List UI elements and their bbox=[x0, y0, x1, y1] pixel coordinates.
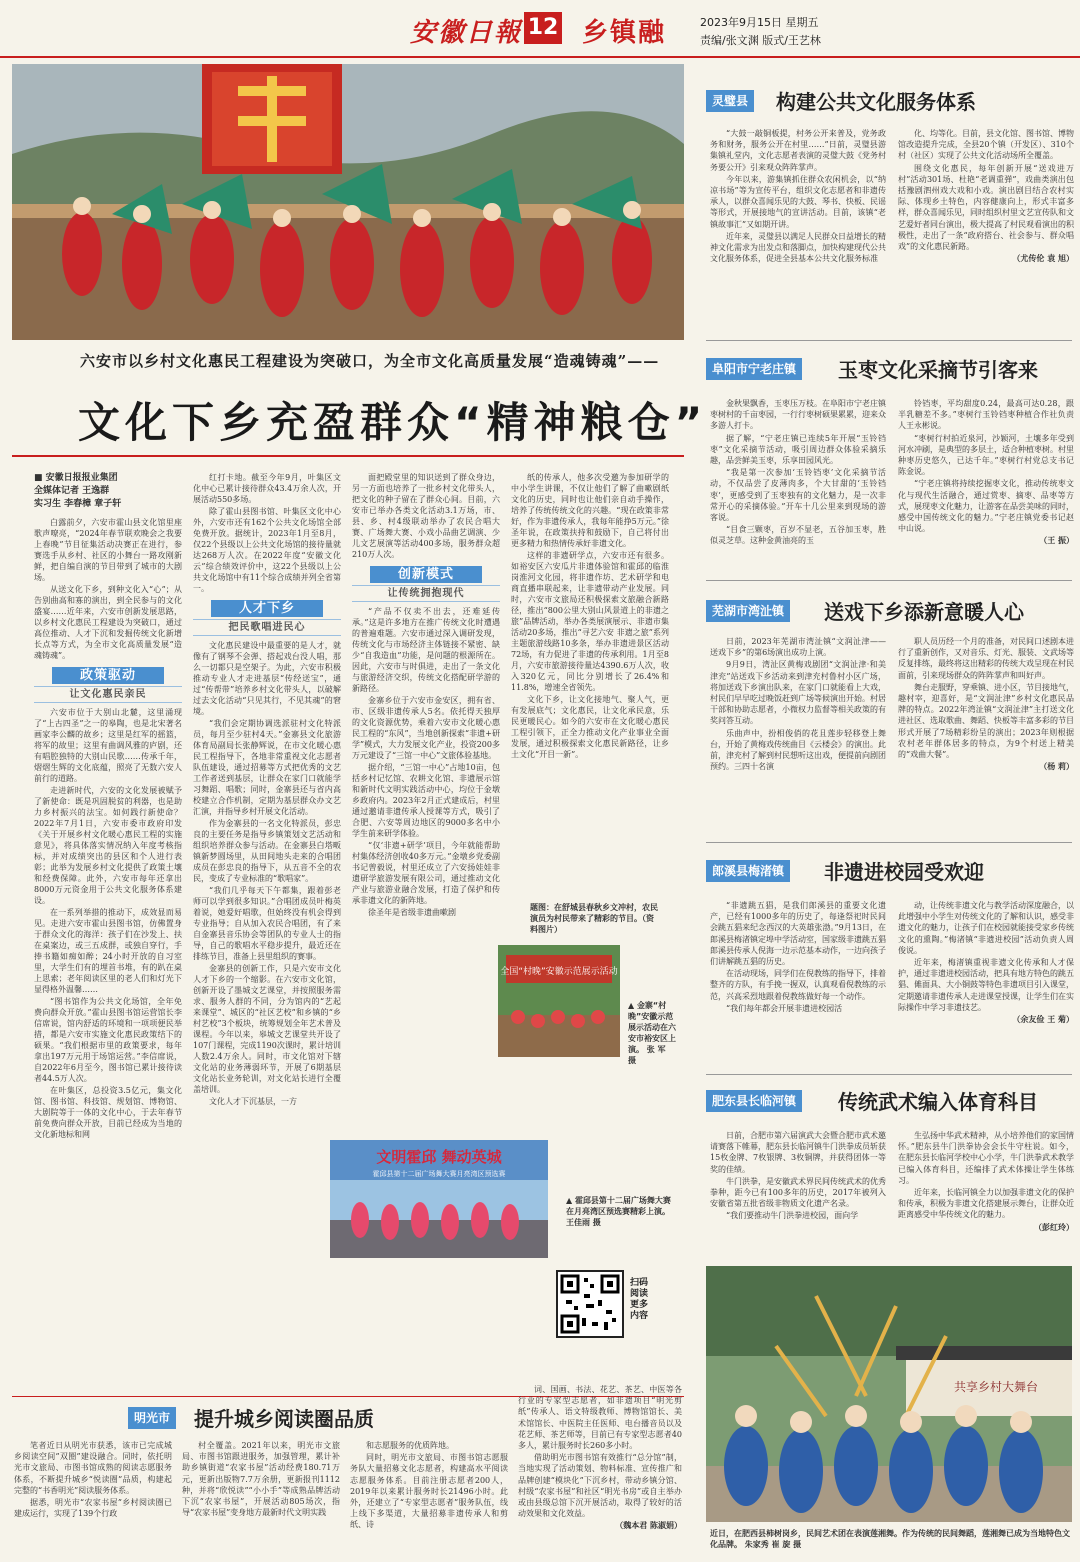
paragraph: 除了霍山县图书馆、叶集区文化中心外，六安市还有162个公共文化场馆全部免费开放。据统计，2023年1月至8月，仅22个县级以上公共文化场馆的接待量就达268万人次。在2022年度“安徽文化云”综合绩效评价中，这22个县级以上公共文化场馆中有11个综合成绩并列全省第一。 bbox=[193, 507, 341, 593]
paragraph: 文化惠民建设中最重要的是人才，就像有了钢琴不会弹、搭起戏台没人唱，那么一切都只是空架子。为此，六安市积极推动专业人才走进基层“传经送宝”，通过“传帮带”培养乡村文化带头人，以破解过去文化活动“只见其行，不见其魂”的窘境。 bbox=[193, 641, 341, 716]
paragraph: 面把殿堂里的知识送到了群众身边，另一方面也培养了一批乡村文化带头人，把文化的种子留在了群众心间。目前，六安市已举办各类文化活动3.1万场，市、县、乡、村4级联动举办了农民合唱大赛、广场舞大赛、小戏小品曲艺调演、少儿文艺展演等活动400多场，服务群众超210万人次。 bbox=[352, 473, 500, 559]
article-title: 提升城乡阅读圈品质 bbox=[194, 1407, 374, 1431]
author-credit: （余友俭 王 菊） bbox=[1012, 1014, 1074, 1025]
village-gala-photo bbox=[498, 945, 620, 1057]
article-ninglaozhuang-col-2: 铃铛枣，平均甜度0.24，最高可达0.28，跟半乳糖差不多。”枣树行玉铃铛枣种植合作社负责人王永彬说。 “枣树行村拍近泉河，沙颖河，土壤多年受到河水冲刷，是典型的多层土，适合种植枣树。村里种枣历史悠久，已达千年。”枣树行村党总支书记陈金说。 “宁老庄镇将持续挖掘枣文化，推动传统枣文化与现代生活融合，通过赏枣、摘枣、品枣等方式，展现枣文化魅力，让游客在品尝美味的同时，感受中国传统文化的魅力。”宁老庄镇党委书记赵中山说。 （王 振） bbox=[898, 399, 1074, 546]
hero-photo bbox=[12, 64, 684, 340]
article-lingbi-col-1: “大鼓一敲铜板提，村务公开来普及，党务政务和财务，服务公开在村里……”日前，灵璧县游集镇礼堂内，文化志愿者表演的灵璧大鼓《党务村务要公开》引来观众阵阵掌声。 今年以来，游集镇抓住群众农闲机会，以“纳凉书场”等为宣传平台，组织文化志愿者和非遗传承人，以群众喜闻乐见的大鼓、琴书、快板、民谣等形式，开展接地气的宣讲活动。目前，该镇“老镇故事汇”又如期开讲。 近年来，灵璧县以满足人民群众日益增长的精神文化需求为出发点和落脚点，加快构建现代公共文化服务体系，促进全县基本公共文化服务标准 bbox=[710, 129, 886, 264]
section-subtitle: 让传统拥抱现代 bbox=[352, 585, 500, 602]
paragraph: “图书馆作为公共文化场馆，全年免费向群众开放。”霍山县图书馆运营馆长李信席说，馆内舒适的环境和一项项便民举措，都是六安市实施文化惠民政策结下的硕果。“我们根据市里的政策要求，每年拿出197万元用于场馆运营。”李信席说，自2022年6月至今，图书馆已累计接待读者44.5万人次。 bbox=[34, 997, 182, 1083]
paragraph: 纸的传承人，他多次受邀为参加研学的中小学生讲课，不仅让他们了解了曲嗽剧纸文化的历史，同时也让他们亲自动手操作，培养了传统传统文化的兴趣。“现在政策非常好，作为非遗传承人，我每年能挣5万元。”徐圣年说，在政策扶持和鼓励下，自己将付出更多精力和热情传承好非遗文化。 bbox=[511, 473, 669, 548]
article-wanzhi-col-1: 日前，2023年芜湖市湾沚镇“文润沚津——送戏下乡”的第6场演出成功上演。 9月9日，湾沚区黄梅戏剧团“文润沚津·和美津充”站送戏下乡活动来到津充村鲁村小区广场，将加送戏下乡演出队来，在家门口就能看上大戏，村民们早早吃过晚饭赶到广场等候演出开始。村居干部和协助志愿者，小微权力监督等相关政策的有奖问答互动。 乐曲声中，扮相俊俏的花且莲步轻移登上舞台，开始了黄梅戏传统曲目《云楼会》的演出。此前，津充村了解到村民想听这出戏，便提前向剧团预约。三四十名演 bbox=[710, 637, 886, 772]
location-tag: 郎溪县梅渚镇 bbox=[706, 860, 790, 882]
article-lingbi-col-2: 化、均等化。目前，县文化馆、图书馆、博物馆改造提升完成，全县20个镇（开发区）、310个村（社区）实现了公共文化活动场所全覆盖。 围绕文化惠民，每年创新开展“送戏进万村”活动301场、杜艳“老调重弹”，戏曲类演出包括豫剧泗州戏大戏和小戏。演出剧目结合农村实际、体现乡土特色，内容健康向上，形式丰富多样，群众喜闻乐见，同时组织村里文艺宣传队和文艺爱好者同台演出，极大提高了村民观看演出的积极性，走出了一条“政府搭台、社会参与、群众唱戏”的文化惠民新路。 （尤传伦 袁 旭） bbox=[898, 129, 1074, 264]
article-header-ninglaozhuang bbox=[706, 354, 1068, 386]
article-title: 送戏下乡添新意暖人心 bbox=[824, 600, 1024, 624]
hero-illustration bbox=[12, 64, 684, 340]
lianxiang-dance-photo bbox=[706, 1266, 1072, 1522]
author-credit: （尤传伦 袁 旭） bbox=[1012, 253, 1074, 264]
location-tag: 芜湖市湾沚镇 bbox=[706, 600, 790, 622]
article-title: 传统武术编入体育科目 bbox=[838, 1090, 1038, 1114]
article-changlinhe-col-1: 日前，合肥市第六届演武大会暨合肥市武术邀请赛落下帷幕，肥东县长临河镇牛门洪拳成员斩获15枚金牌、7枚银牌、3枚铜牌，并获得团体一等奖的佳绩。 牛门洪拳，是安徽武术界民间传统武术的优秀拳种，距今已有100多年的历史，2017年被列入安徽省第五批省级非物质文化遗产名录。 “我们要推动牛门洪拳进校园，面向学 bbox=[710, 1131, 886, 1221]
bottom-col-3: 和志愿服务的优质阵地。 同时，明光市文旅局、市图书馆志愿服务队大量招募文化志愿者，构建高水平阅读志愿服务体系。目前注册志愿者200人，2019年以来累计服务时长21496小时。此外，还建立了“专家型志愿者”服务队伍，线上线下多渠道，大量招募非遗传承人和剪纸、诗 bbox=[350, 1441, 508, 1530]
section-tag-policy: 政策驱动 bbox=[52, 667, 164, 684]
section-tag-innovation: 创新模式 bbox=[370, 566, 482, 583]
page-number: 12 bbox=[524, 12, 562, 44]
article-headline: 文化下乡充盈群众“精神粮仓” bbox=[78, 398, 708, 447]
paragraph: “仅‘非遗+研学’项目，今年就能帮助村集体经济创收40多万元。”金墩乡党委副书记曾毅说，村里还成立了六安扬娃娃非遗研学旅游发展有限公司，通过推动文化产业与旅游业融合发展，打造了保护和传承非遗文化的新阵地。 bbox=[352, 841, 500, 905]
byline: ■ 安徽日报报业集团 全媒体记者 王逸群 实习生 李春樟 章子轩 bbox=[34, 473, 122, 509]
article-meizhu-col-2: 动，让传统非遗文化与教学活动深度融合，以此增强中小学生对传统文化的了解和认识，感受非遗文化的魅力，让孩子们在校园就能接受家乡传统文化的熏陶。”梅渚镇“非遗进校园”活动负责人周俊说。 近年来，梅渚镇重视非遗文化传承和人才保护，通过非遗进校园活动，把具有地方特色的跳五猖、傩面具、大小铜鼓等特色非遗项目引入课堂，定期邀请非遗传承人走进课堂授课，让学生们在实际操作中学习非遗技艺。 （余友俭 王 菊） bbox=[898, 901, 1074, 1025]
article-subhead: 六安市以乡村文化惠民工程建设为突破口，为全市文化高质量发展“造魂铸魂”—— bbox=[80, 352, 660, 370]
paragraph: 在叶集区，总投资3.5亿元，集文化馆、图书馆、科技馆、规划馆、博物馆、大剧院等于一体的文化中心，于去年春节前免费向群众开放，目前已经成为当地的文化新地标和网 bbox=[34, 1086, 182, 1139]
banner-text: 文明霍邱 舞动英城 bbox=[376, 1148, 502, 1166]
author-credit: （彭红玲） bbox=[1034, 1221, 1074, 1232]
paragraph: 文化下乡，让文化接地气、聚人气，更有发展底气；文化惠民，让文化承民意，乐民更暖民心。如今的六安市在文化暖心惠民工程引领下，正全力推动文化产业事业全面发展，通过积极探索文化惠民新路径，让乡土文化“开目一新”。 bbox=[511, 695, 669, 759]
paragraph: 徐圣年是省级非遗曲嗽剧 bbox=[368, 908, 456, 917]
main-column-3 bbox=[352, 472, 500, 919]
bottom-col-1: 笔者近日从明光市获悉，该市已完成城乡阅读空间”双圈”建设融合。同时，依托明光市文旅局、市图书馆成熟的阅读志愿服务体系，不断提升城乡“悦读圈”品质，构建起完整的“书香明光”阅读服务体系。 据悉，明光市“农家书屋”乡村阅读圈已建成运行，实现了139个行政 bbox=[14, 1441, 172, 1519]
location-tag: 肥东县长临河镇 bbox=[706, 1090, 802, 1112]
paragraph: 在一系列举措的推动下，成效显而易见。走进六安市霍山县图书馆，仿佛置身于群众文化的海洋：孩子们在沙发上、扶在桌案边，或三五成群，或独自穿行，手捧书籍如痴如醉；24小时开放的自习室里，大学生们有的埋首书堆，有的趴在桌上思索；老年阅读区里的老人们和灯光下显得格外温馨…… bbox=[34, 908, 182, 994]
article-header-lingbi bbox=[706, 86, 1068, 118]
photo-caption-gala: ▲ 金寨“村晚”安徽示范展示活动在六安市裕安区上演。 张 军 摄 bbox=[628, 1001, 676, 1065]
paragraph: 白露前夕，六安市霍山县文化馆里座歌声嘹亮，“2024年春节联欢晚会之我要上春晚”节目征集活动决赛正在进行，参赛选手从乡村、社区的小舞台一路攻刚新鲜，把自编自演的节目带到了城市的大剧场。 bbox=[34, 518, 182, 582]
bottom-col-4: 词、国画、书法、花艺、茶艺、中医等各行业的专家型志愿者，如非遗项目“明光剪纸”传承人、语文特级教师、博物馆馆长、美术馆馆长、中医院主任医师、电台播音员以及花艺师、茶艺师等，目前已有专家型志愿者40多人，累计服务时长260多小时。 借助明光市图书馆有效推行“总分馆”制，当地实现了活动策划、物料标准、宣传推广和品牌创建“模块化”下沉乡村，带动乡镇分馆、村级“农家书屋”和社区“明光书房”或自主举办或由县级总馆下沉开展活动，取得了较好的活动效果和文化效益。 （魏本君 陈淑娟） bbox=[518, 1385, 682, 1531]
author-credit: （杨 莉） bbox=[1039, 761, 1074, 772]
photo-caption-title: 题图：在舒城县春秋乡文冲村，农民演员为村民带来了精彩的节目。（资料图片） bbox=[530, 903, 658, 934]
masthead bbox=[0, 0, 1080, 58]
article-title: 构建公共文化服务体系 bbox=[776, 90, 976, 114]
paragraph: “产品不仅卖不出去，还难延传承。”这是许多地方在推广传统文化时遭遇的普遍难题。六安市通过深入调研发现，传统文化与市场经济主体链接不紧密、缺少“自我造血”功能，是问题的根源所在。因此，六安市与时俱进，走出了一条文化与旅游经济交织，传统文化搭配研学游的新路径。 bbox=[352, 607, 500, 693]
article-divider bbox=[706, 1074, 1072, 1075]
article-title: 玉枣文化采摘节引客来 bbox=[838, 358, 1038, 382]
article-meizhu-col-1: “非遗跳五猖，是我们郎溪县的重要文化遗产，已经有1000多年的历史了，每逢祭祀时民间会跳五猖来纪念西汉的大英雄张渤。”9月13日，在郎溪县梅渚镇定埠中学活动室，国家级非遗跳五猖郎溪县传承人倪海一边示范基本动作，一边向孩子们讲解跳五猖的历史。 在活动现场，同学们在倪教练的指导下，排着整齐的方队，有手挽一握双，认真观看倪教练的示范，兴高采烈地跟着倪教练做好每一个动作。 “我们每年都会开展非遗进校园活 bbox=[710, 901, 886, 1013]
paragraph: 从送文化下乡，到种文化入“心”；从告别曲高和寡的演出，到全民参与的文化盛宴……近年来，六安市创新发展思路，以乡村文化惠民工程建设为突破口，通过高位推动、人才下沉和发掘传统文化新增长点等方式，为全市文化高质量发展“造魂铸魂”。 bbox=[34, 585, 182, 660]
photo-caption-lianxiang: 近日，在肥西县柿树岗乡，民间艺术团在表演莲湘舞。作为传统的民间舞蹈，莲湘舞已成为当地特色文化品牌。 朱家秀 崔 旋 摄 bbox=[710, 1529, 1070, 1549]
qr-caption: 扫码阅读更多内容 bbox=[630, 1278, 649, 1321]
qr-code[interactable] bbox=[556, 1270, 624, 1338]
article-divider bbox=[706, 842, 1072, 843]
wall-sign-text: 共享乡村大舞台 bbox=[953, 1380, 1039, 1394]
paragraph: 金寨县的创新工作，只是六安市文化人才下乡的一个缩影。在六安市文化馆，创新开设了墨城文艺课堂，并按照服务需求、服务人群的不同，分为馆内的“艺起来课堂”、城区的“社区艺校”和乡镇的“乡村艺校”3个板块，统筹规划全年艺术普及课程。今年以来，皋城文艺课堂共开设了107门课程，完成1190次课时，累计培训人数2.4万余人。同时，市文化馆对下辖文化站的业务薄弱环节，开展了6期基层文化站长业务轮训，对文化站长进行全覆盖培训。 bbox=[193, 964, 341, 1094]
photo-caption-dance: ▲ 霍邱县第十二届广场舞大赛在月亮湾区预选赛精彩上演。 王佳雨 摄 bbox=[566, 1196, 671, 1227]
article-header-changlinhe bbox=[706, 1086, 1068, 1118]
square-dance-photo bbox=[330, 1140, 548, 1258]
paragraph: 文化人才下沉基层，一方 bbox=[209, 1097, 297, 1106]
location-tag: 明光市 bbox=[128, 1407, 176, 1429]
paragraph: “我们几乎每天下午都集，跟着彭老师可以学到很多知识。”合唱团成员叶梅英着说，她爱好唱歌，但始终没有机会得到专业指导；自从加入农民合唱团，有了来自金寨县音乐协会等团队的专业人士的指导，自己的歌唱水平稳步提升，最近还在排练节目，准备上县里组织的赛事。 bbox=[193, 886, 341, 961]
article-ninglaozhuang-col-1: 金秋果飘香，玉枣压万枝。在阜阳市宁老庄镇枣树村的千亩枣园，一行行枣树硕果累累，迎来众多游人打卡。 据了解，“宁老庄镇已连续5年开展“玉铃铛枣”文化采摘节活动，吸引周边群众体验采摘乐趣，品尝鲜美玉枣，乐享田园风光。 “我是第一次参加‘玉铃铛枣’文化采摘节活动，不仅品尝了皮薄肉多，个大甘甜的‘玉铃铛枣’，更感受到了玉枣独有的文化魅力，是一次非常开心的采摘体验。”开车十几公里来到现场的游客说。 “目食三颗枣，百岁不显老，五谷加玉枣，胜似灵芝草。这种金黄油亮的玉 bbox=[710, 399, 886, 546]
square-dance-illustration bbox=[330, 1140, 548, 1258]
main-column-2 bbox=[193, 472, 341, 1108]
article-header-wanzhi bbox=[706, 596, 1068, 628]
paragraph: 这样的非遗研学点，六安市还有很多。如裕安区六安瓜片非遗体验馆和霍邱的临淮岗淮河文化园，将非遗作坊、艺术研学和电商直播串联起来，让非遗带动产业发展。同时，六安市文旅局还积极探索文旅融合新路径，推出“800公里大别山风景道上的非遗之旅”品牌活动，举办各类展演展示、非遗市集活动20多场，推出“寻艺六安 非遗之旅”系列主题旅游线路10多条，举办非遗进景区活动72场，有力促进了非遗的传承利用。1月至8月，六安市旅游接待量达4390.6万人次，收入320亿元，同比分别增长了26.4%和11.8%，增速全省领先。 bbox=[511, 551, 669, 692]
paragraph: “我们会定期协调选派驻村文化特派员，每月至少驻村4天。”金寨县文化旅游体育局副局长张静辉说，在市文化暖心惠民工程指导下，各地非常重视文化志愿者队伍建设，通过招募等方式把优秀的文艺工作者送到基层，让群众在家门口就能学习舞蹈、唱歌；同时，金寨县还与省内高校建立合作机制，定期为基层群众办文艺汇演，并指导乡村开展文化活动。 bbox=[193, 719, 341, 816]
section-subtitle: 让文化惠民亲民 bbox=[34, 686, 182, 703]
article-title: 非遗进校园受欢迎 bbox=[824, 860, 984, 884]
section-tag-talent: 人才下乡 bbox=[211, 600, 323, 617]
newspaper-logo: 安徽日報 bbox=[410, 18, 523, 48]
paragraph: 金寨乡位于六安市金安区，拥有省、市、区级非遗传承人5名。依托得天独厚的文化资源优势，乘着六安市文化暖心惠民工程的“东风”，当地创新探索“非遗+研学”模式，大力发展文化产业，投资200多万元建设了“三馆一中心”文旅体验基地。 bbox=[352, 696, 500, 760]
author-credit: （王 振） bbox=[1039, 535, 1074, 546]
banner-text: 全国“村晚”安徽示范展示活动 bbox=[500, 967, 618, 977]
qr-code-icon bbox=[558, 1272, 622, 1336]
banner-subtext: 霍邱县第十二届广场舞大赛月亮湾区预选赛 bbox=[372, 1170, 506, 1178]
paragraph: 六安市位于大别山北麓，这里涌现了“上古四圣”之一的皋陶，也是北宋著名画家李公麟的故乡；这里是红军的摇篮，将军的故里；这里有曲调风雅的庐剧，还有唱腔独特的大别山民歌……传承千年，熠熠生辉的文化底蕴，照亮了无数六安人前行的道路。 bbox=[34, 708, 182, 783]
paragraph: 据介绍，“三馆一中心”占地10亩，包括乡村记忆馆、农耕文化馆、非遗展示馆和新时代文明实践活动中心，均位于金墩乡政府内。2023年2月正式建成后，村里通过邀请非遗传承人授课等方式，吸引了合肥、六安等周边地区的9000多名中小学生前来研学体验。 bbox=[352, 763, 500, 838]
editor-credit: 责编/张文渊 版式/王艺林 bbox=[700, 34, 821, 47]
location-tag: 阜阳市宁老庄镇 bbox=[706, 358, 802, 380]
paragraph: 走进新时代，六安的文化发展被赋予了新使命：既是巩固脱贫的利器，也是助力乡村振兴的法宝。如何践行新使命？2022年7月1日，六安市委市政府印发《关于开展乡村文化暖心惠民工程的实施意见》，将具体落实情况纳入年度考核指标，并对成绩突出的县区和个人进行表彰；此举为发展乡村文化提供了政策土壤和经费保障。此外，六安市每年还拿出8000万元资金用于公共文化服务体系建设。 bbox=[34, 786, 182, 905]
issue-date: 2023年9月15日 星期五 bbox=[700, 16, 819, 29]
village-gala-illustration bbox=[498, 945, 620, 1057]
article-wanzhi-col-2: 职人员历经一个月的准备，对民间口述剧本进行了重新创作，又对音乐、灯光、服装、文武场等反复排练，最终将这出精彩的传统大戏呈现在村民面前，引来现场群众的阵阵掌声和叫好声。 舞台走服野，穿乘镇、进小区，节目接地气，趣村宰，迎喜好，是“文润沚津”乡村文化惠民品牌的特点。2022年湾沚镇“文润沚津”主打送文化进社区、选取歌曲、舞蹈、快板等丰富多彩的节目形式开展了7场精彩纷呈的演出；2023年则根据农村老年群体居多的特点，为9个村送上精美的“戏曲大餐”。 （杨 莉） bbox=[898, 637, 1074, 772]
location-tag: 灵璧县 bbox=[706, 90, 754, 112]
headline-rule bbox=[12, 455, 684, 457]
bottom-col-2: 村全覆盖。2021年以来，明光市文旅局、市图书馆跟进服务，加强管理，累计补助乡镇街道“农家书屋”活动经费180.71万元，更新出版物7.7万余册，更新报刊1112种，并将“欣悦读”“小小手”等成熟品牌活动下沉“农家书屋”，开展活动805场次，指导“农家书屋”变身地方最新时代文明实践 bbox=[182, 1441, 340, 1518]
section-subtitle: 把民歌唱进民心 bbox=[193, 619, 341, 636]
author-credit: （魏本君 陈淑娟） bbox=[615, 1520, 682, 1531]
lianxiang-dance-illustration bbox=[706, 1266, 1072, 1522]
article-divider bbox=[706, 340, 1072, 341]
article-header-meizhu bbox=[706, 856, 1068, 888]
paragraph: 作为金寨县的一名文化特派员，彭忠良的主要任务是指导乡镇策划文艺活动和组织培养群众参与活动。在金寨县白塔畈镇新梦圆场里，从田间地头走来的合唱团成员在彭忠良的指导下，从五音不全的农民，变成了专业标准的“歌唱家”。 bbox=[193, 819, 341, 883]
main-column-1 bbox=[34, 472, 182, 1141]
paragraph: 红打卡地。截至今年9月，叶集区文化中心已累计接待群众43.4万余人次，开展活动550多场。 bbox=[193, 473, 341, 504]
section-title: 乡镇融 bbox=[582, 18, 667, 48]
article-changlinhe-col-2: 生弘扬中华武术精神，从小培养他们的家国情怀。”肥东县牛门洪拳协会会长牛守柱说。如今，在肥东县长临河学校中心小学，牛门洪拳武术教学已编入体育科目，还编排了武术体操让学生体练习。 近年来，长临河镇全力以加强非遗文化的保护和传承，积极为非遗文化搭建展示舞台，让群众近距离感受中华传统文化的魅力。 （彭红玲） bbox=[898, 1131, 1074, 1232]
main-column-4 bbox=[511, 472, 669, 761]
article-divider bbox=[706, 580, 1072, 581]
